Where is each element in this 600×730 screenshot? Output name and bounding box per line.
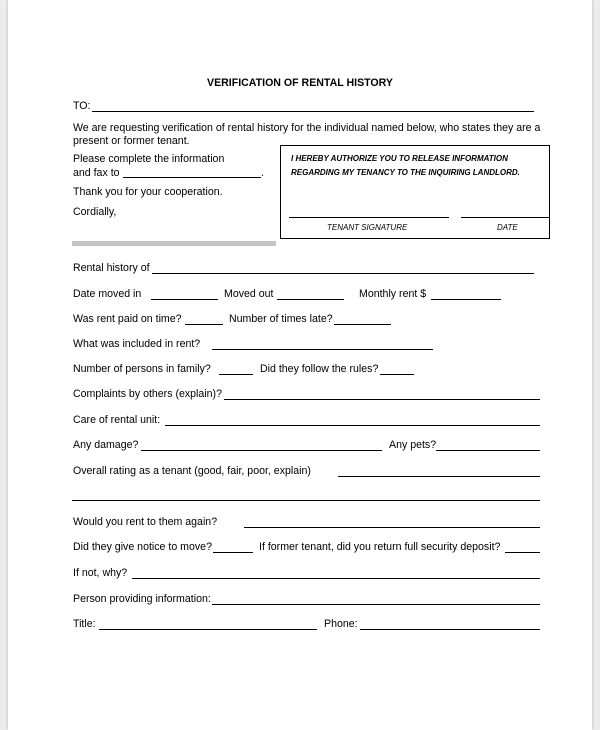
- security-deposit-label: If former tenant, did you return full security deposit?: [259, 541, 501, 553]
- authorization-line-1: I HEREBY AUTHORIZE YOU TO RELEASE INFORMATION: [291, 154, 508, 163]
- included-in-rent-field[interactable]: [212, 349, 433, 350]
- any-pets-field[interactable]: [436, 450, 540, 451]
- security-deposit-field[interactable]: [505, 552, 540, 553]
- complete-line-2: and fax to: [73, 167, 120, 179]
- title-label: Title:: [73, 618, 96, 630]
- intro-line-2: present or former tenant.: [73, 135, 190, 147]
- rental-history-label: Rental history of: [73, 262, 150, 274]
- if-not-why-label: If not, why?: [73, 567, 128, 579]
- date-moved-in-field[interactable]: [151, 299, 218, 300]
- rent-again-field[interactable]: [244, 527, 540, 528]
- overall-rating-label: Overall rating as a tenant (good, fair, poor, explain): [73, 465, 311, 477]
- signature-shade-bar: [72, 241, 276, 246]
- person-providing-field[interactable]: [212, 604, 540, 605]
- phone-field[interactable]: [360, 629, 540, 630]
- monthly-rent-label: Monthly rent $: [359, 288, 427, 300]
- monthly-rent-field[interactable]: [431, 299, 501, 300]
- any-damage-field[interactable]: [141, 450, 382, 451]
- complaints-label: Complaints by others (explain)?: [73, 388, 222, 400]
- tenant-signature-label: TENANT SIGNATURE: [327, 223, 408, 232]
- fax-period: .: [261, 167, 264, 179]
- included-in-rent-label: What was included in rent?: [73, 338, 201, 350]
- overall-rating-field[interactable]: [338, 476, 540, 477]
- if-not-why-field[interactable]: [132, 578, 540, 579]
- to-field[interactable]: [92, 111, 534, 112]
- rent-again-label: Would you rent to them again?: [73, 516, 218, 528]
- persons-in-family-field[interactable]: [219, 374, 253, 375]
- gave-notice-label: Did they give notice to move?: [73, 541, 212, 553]
- follow-rules-field[interactable]: [380, 374, 414, 375]
- date-label: DATE: [497, 223, 518, 232]
- moved-out-field[interactable]: [277, 299, 344, 300]
- thanks-text: Thank you for your cooperation.: [73, 186, 223, 198]
- phone-label: Phone:: [324, 618, 358, 630]
- title-field[interactable]: [99, 629, 317, 630]
- gave-notice-field[interactable]: [213, 552, 253, 553]
- times-late-label: Number of times late?: [229, 313, 333, 325]
- person-providing-label: Person providing information:: [73, 593, 211, 605]
- rent-on-time-label: Was rent paid on time?: [73, 313, 182, 325]
- document-page: [8, 0, 592, 730]
- date-moved-in-label: Date moved in: [73, 288, 142, 300]
- intro-line-1: We are requesting verification of rental history for the individual named below, who states they are a: [73, 122, 541, 134]
- any-pets-label: Any pets?: [389, 439, 437, 451]
- complete-line-1: Please complete the information: [73, 153, 225, 165]
- authorization-line-2: REGARDING MY TENANCY TO THE INQUIRING LANDLORD.: [291, 168, 520, 177]
- fax-field[interactable]: [123, 177, 261, 178]
- overall-rating-field-2[interactable]: [72, 500, 540, 501]
- moved-out-label: Moved out: [224, 288, 274, 300]
- complaints-field[interactable]: [224, 399, 540, 400]
- times-late-field[interactable]: [334, 324, 391, 325]
- any-damage-label: Any damage?: [73, 439, 139, 451]
- rental-history-field[interactable]: [152, 273, 534, 274]
- signature-date-field[interactable]: [461, 217, 549, 218]
- document-title: VERIFICATION OF RENTAL HISTORY: [207, 77, 393, 89]
- authorization-box: [280, 145, 550, 239]
- closing-text: Cordially,: [73, 206, 117, 218]
- care-of-unit-label: Care of rental unit:: [73, 414, 161, 426]
- tenant-signature-field[interactable]: [289, 217, 449, 218]
- to-label: TO:: [73, 100, 91, 112]
- care-of-unit-field[interactable]: [165, 425, 540, 426]
- follow-rules-label: Did they follow the rules?: [260, 363, 379, 375]
- persons-in-family-label: Number of persons in family?: [73, 363, 211, 375]
- rent-on-time-field[interactable]: [185, 324, 223, 325]
